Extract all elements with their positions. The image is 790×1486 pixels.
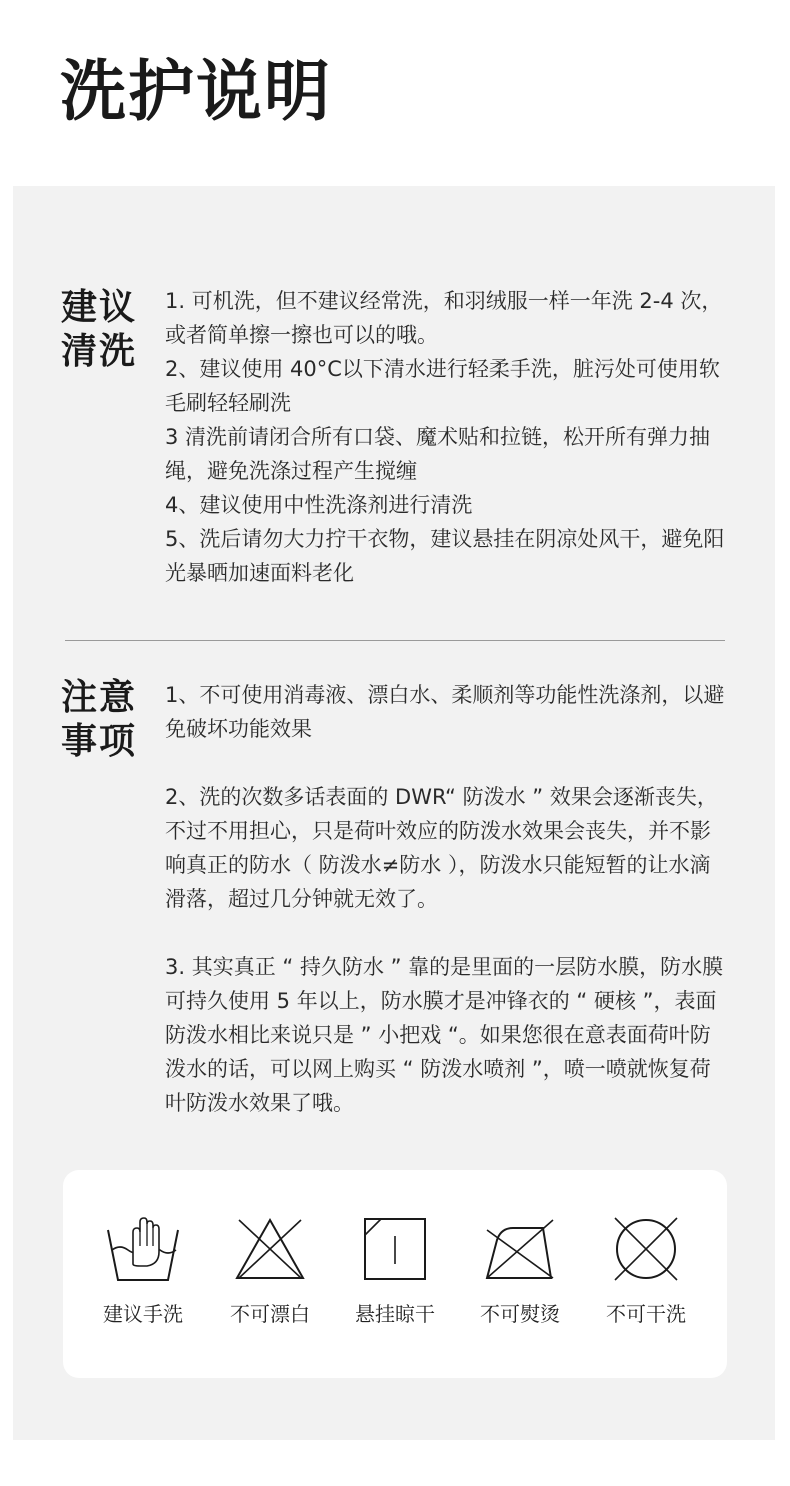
- washing-item: 1. 可机洗，但不建议经常洗，和羽绒服一样一年洗 2-4 次，或者简单擦一擦也可以的哦。: [165, 289, 723, 347]
- care-symbol-no-bleach: [210, 1216, 330, 1327]
- page-title: 洗护说明: [60, 53, 332, 130]
- care-symbol-label: 不可熨烫: [480, 1302, 560, 1326]
- notice-heading-line2: 事项: [61, 721, 138, 762]
- washing-item: 5、洗后请勿大力拧干衣物，建议悬挂在阴凉处风干，避免阳光暴晒加速面料老化: [165, 527, 725, 585]
- section-divider: [65, 640, 725, 641]
- washing-heading-line1: 建议: [61, 287, 138, 328]
- line-dry-icon: [358, 1216, 432, 1282]
- washing-item: 4、建议使用中性洗涤剂进行清洗: [165, 493, 473, 517]
- washing-item: 2、建议使用 40°C以下清水进行轻柔手洗，脏污处可使用软毛刷轻轻刷洗: [165, 357, 720, 415]
- washing-heading: [61, 286, 161, 374]
- care-symbol-label: 建议手洗: [103, 1302, 183, 1326]
- care-symbol-label: 不可干洗: [606, 1302, 686, 1326]
- care-symbol-line-dry: [335, 1216, 455, 1327]
- care-symbol-label: 不可漂白: [230, 1302, 310, 1326]
- no-iron-icon: [483, 1216, 557, 1282]
- notice-heading: [61, 676, 161, 764]
- washing-instructions: [165, 284, 731, 590]
- notice-item: 1、不可使用消毒液、漂白水、柔顺剂等功能性洗涤剂，以避免破坏功能效果: [165, 683, 725, 741]
- washing-heading-line2: 清洗: [61, 331, 138, 372]
- care-symbol-hand-wash: [83, 1216, 203, 1327]
- care-panel: [13, 186, 775, 1440]
- notice-item: 3. 其实真正 “ 持久防水 ” 靠的是里面的一层防水膜，防水膜可持久使用 5 年以上，防水膜才是冲锋衣的 “ 硬核 ”，表面防泼水相比来说只是 ” 小把戏 “。如果您很在意表面荷叶防泼水的话，可以网上购买 “ 防泼水喷剂 ”，喷一喷就恢复荷叶防泼水效果了哦。: [165, 955, 724, 1115]
- care-symbol-label: 悬挂晾干: [355, 1302, 435, 1326]
- care-symbol-no-dry-clean: [586, 1216, 706, 1327]
- care-symbols-card: [63, 1170, 727, 1378]
- no-dry-clean-icon: [609, 1216, 683, 1282]
- no-bleach-icon: [233, 1216, 307, 1282]
- hand-wash-icon: [106, 1216, 180, 1282]
- notice-instructions: [165, 678, 731, 1120]
- washing-item: 3 清洗前请闭合所有口袋、魔术贴和拉链，松开所有弹力抽绳，避免洗涤过程产生搅缠: [165, 425, 711, 483]
- notice-item: 2、洗的次数多话表面的 DWR“ 防泼水 ” 效果会逐渐丧失，不过不用担心，只是荷叶效应的防泼水效果会丧失，并不影响真正的防水（ 防泼水≠防水 ），防泼水只能短暂的让水滴滑落，超过几分钟就无效了。: [165, 785, 718, 911]
- notice-heading-line1: 注意: [61, 677, 138, 718]
- care-symbol-no-iron: [460, 1216, 580, 1327]
